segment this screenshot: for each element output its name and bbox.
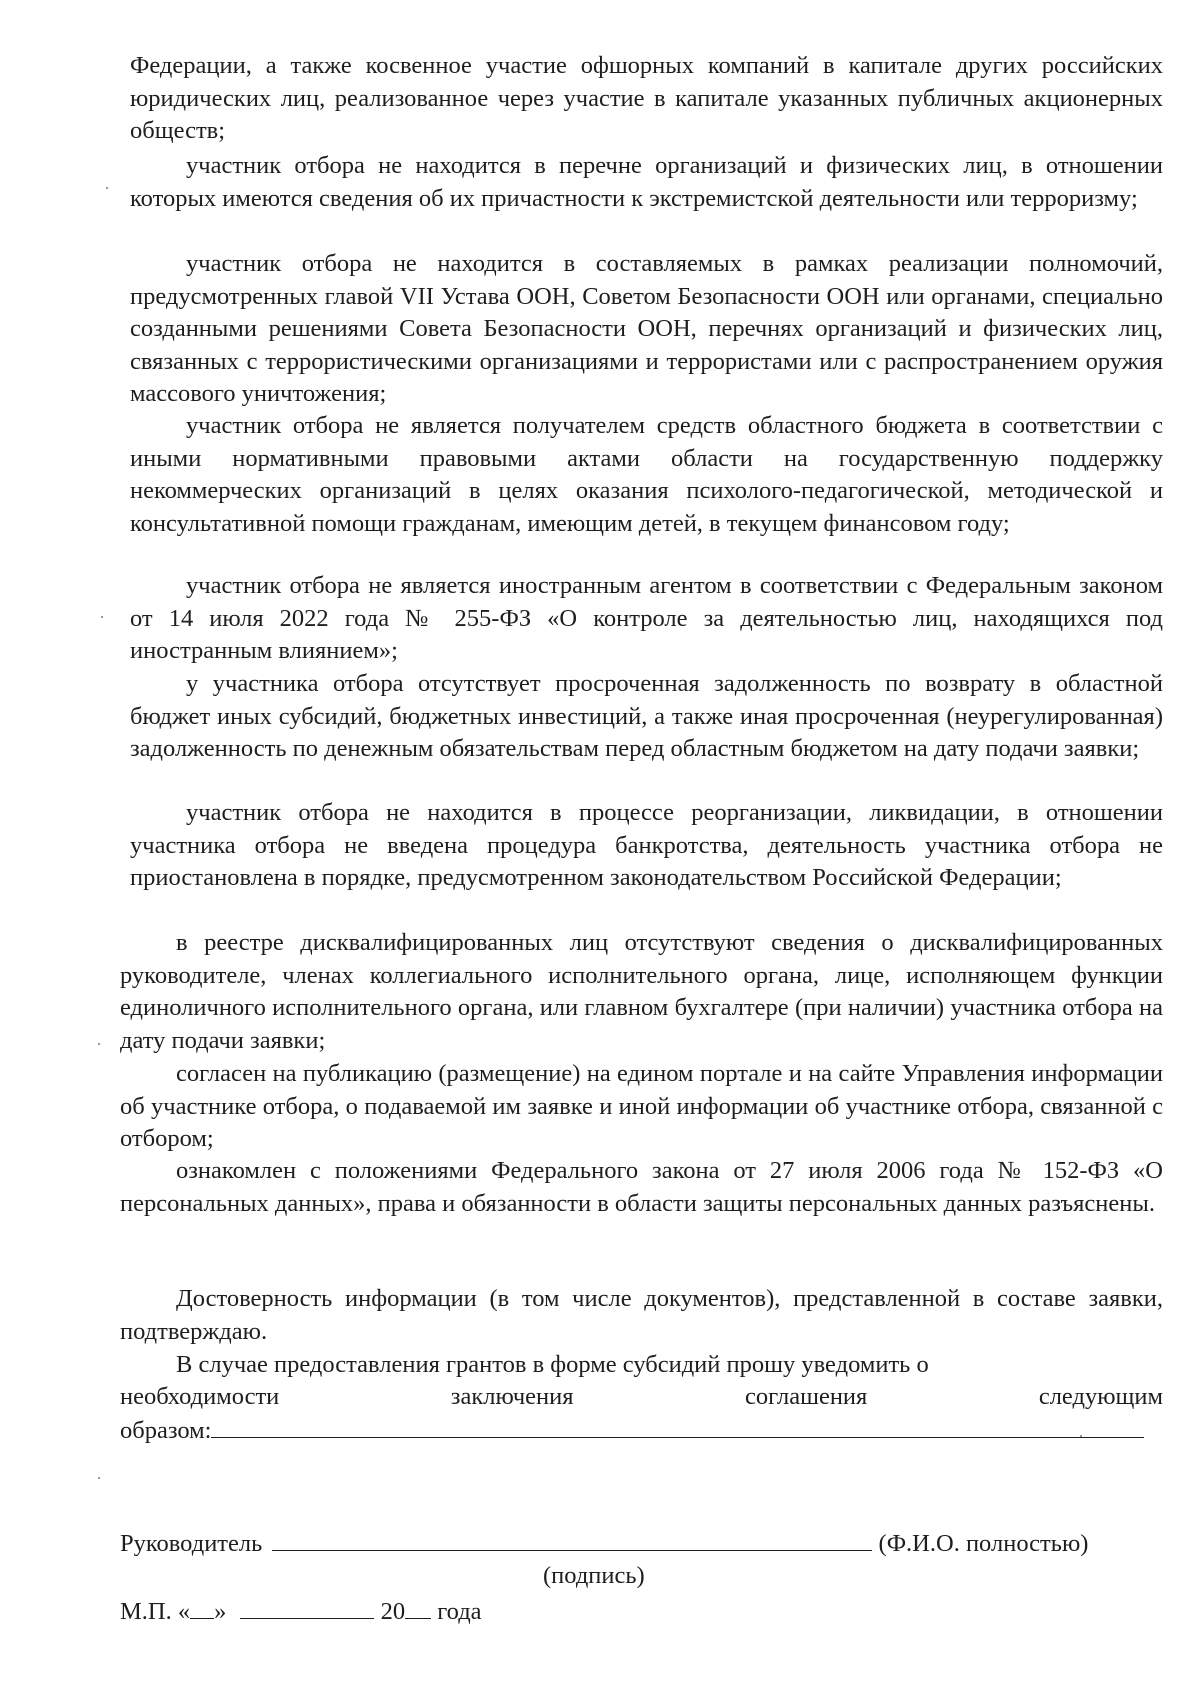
paragraph-2: участник отбора не находится в перечне организаций и физических лиц, в отношении которых имеются сведения об их причастности к экстремистской деятельности или терроризму; bbox=[130, 152, 1163, 212]
paragraph-5: участник отбора не является иностранным агентом в соответствии с Федеральным законом от 14 июля 2022 года № 255-ФЗ «О контроле за деятельностью лиц, находящихся под иностранным влиянием»; bbox=[130, 572, 1163, 664]
paragraph-8: в реестре дисквалифицированных лиц отсутствуют сведения о дисквалифицированных руководителе, членах коллегиального исполнительного органа, лице, исполняющем функции единоличного исполнительного органа, или главном бухгалтере (при наличии) участника отбора на дату подачи заявки; bbox=[120, 929, 1163, 1054]
scan-speck bbox=[106, 187, 108, 189]
notification-word-4: следующим bbox=[1038, 1383, 1163, 1410]
quote-close: » bbox=[214, 1598, 227, 1625]
paragraph-9: согласен на публикацию (размещение) на едином портале и на сайте Управления информации об участнике отбора, о подаваемой им заявке и иной информации об участнике отбора, связанной с отбором; bbox=[120, 1060, 1163, 1152]
year-prefix: 20 bbox=[380, 1598, 406, 1625]
paragraph-notification: В случае предоставления грантов в форме субсидий прошу уведомить о bbox=[176, 1351, 929, 1378]
paragraph-6: у участника отбора отсутствует просроченная задолженность по возврату в областной бюджет иных субсидий, бюджетных инвестиций, а также иная просроченная (неурегулированная) задолженность по денежным обязательствам перед областным бюджетом на дату подачи заявки; bbox=[130, 670, 1163, 762]
paragraph-confirmation: Достоверность информации (в том числе документов), представленной в составе заявки, подтверждаю. bbox=[120, 1285, 1163, 1345]
paragraph-3: участник отбора не находится в составляемых в рамках реализации полномочий, предусмотренных главой VII Устава ООН, Советом Безопасности ООН или органами, специально созданными решениями Совета Безопасности ООН, перечнях организаций и физических лиц, связанных с террористическими организациями и террористами или с распространением оружия массового уничтожения; bbox=[130, 250, 1163, 407]
notification-word-3: соглашения bbox=[745, 1383, 868, 1410]
year-suffix: года bbox=[437, 1598, 482, 1625]
paragraph-1: Федерации, а также косвенное участие офшорных компаний в капитале других российских юридических лиц, реализованное через участие в капитале указанных публичных акционерных обществ; bbox=[130, 52, 1163, 144]
day-blank[interactable] bbox=[190, 1594, 214, 1619]
fio-label: (Ф.И.О. полностью) bbox=[878, 1530, 1089, 1557]
paragraph-10: ознакомлен с положениями Федерального закона от 27 июля 2006 года № 152-ФЗ «О персональных данных», права и обязанности в области защиты персональных данных разъяснены. bbox=[120, 1157, 1163, 1217]
notification-line-2 bbox=[120, 1381, 1163, 1414]
stamp-date-row bbox=[120, 1594, 482, 1629]
paragraph-4: участник отбора не является получателем средств областного бюджета в соответствии с иными нормативными правовыми актами области на государственную поддержку некоммерческих организаций в целях оказания психолого-педагогической, методической и консультативной помощи гражданам, имеющим детей, в текущем финансовом году; bbox=[130, 412, 1163, 537]
notification-blank-line[interactable] bbox=[211, 1413, 1144, 1438]
mp-label: М.П. « bbox=[120, 1598, 191, 1625]
scan-speck bbox=[101, 616, 103, 618]
head-label: Руководитель bbox=[120, 1530, 263, 1557]
notification-word-1: необходимости bbox=[120, 1383, 280, 1410]
notification-tail-label: образом: bbox=[120, 1417, 212, 1444]
signature-caption-row bbox=[543, 1560, 645, 1593]
signature-caption: (подпись) bbox=[543, 1562, 645, 1589]
scan-speck bbox=[98, 1477, 100, 1479]
year-blank[interactable] bbox=[405, 1594, 431, 1619]
notification-tail-line bbox=[120, 1413, 1144, 1448]
scan-speck bbox=[98, 1043, 100, 1045]
notification-word-2: заключения bbox=[450, 1383, 574, 1410]
scan-speck bbox=[1080, 1435, 1082, 1437]
signature-row bbox=[120, 1526, 1088, 1561]
paragraph-7: участник отбора не находится в процессе реорганизации, ликвидации, в отношении участника отбора не введена процедура банкротства, деятельность участника отбора не приостановлена в порядке, предусмотренном законодательством Российской Федерации; bbox=[130, 799, 1163, 891]
month-blank[interactable] bbox=[240, 1594, 374, 1619]
signature-blank-line[interactable] bbox=[272, 1526, 872, 1551]
